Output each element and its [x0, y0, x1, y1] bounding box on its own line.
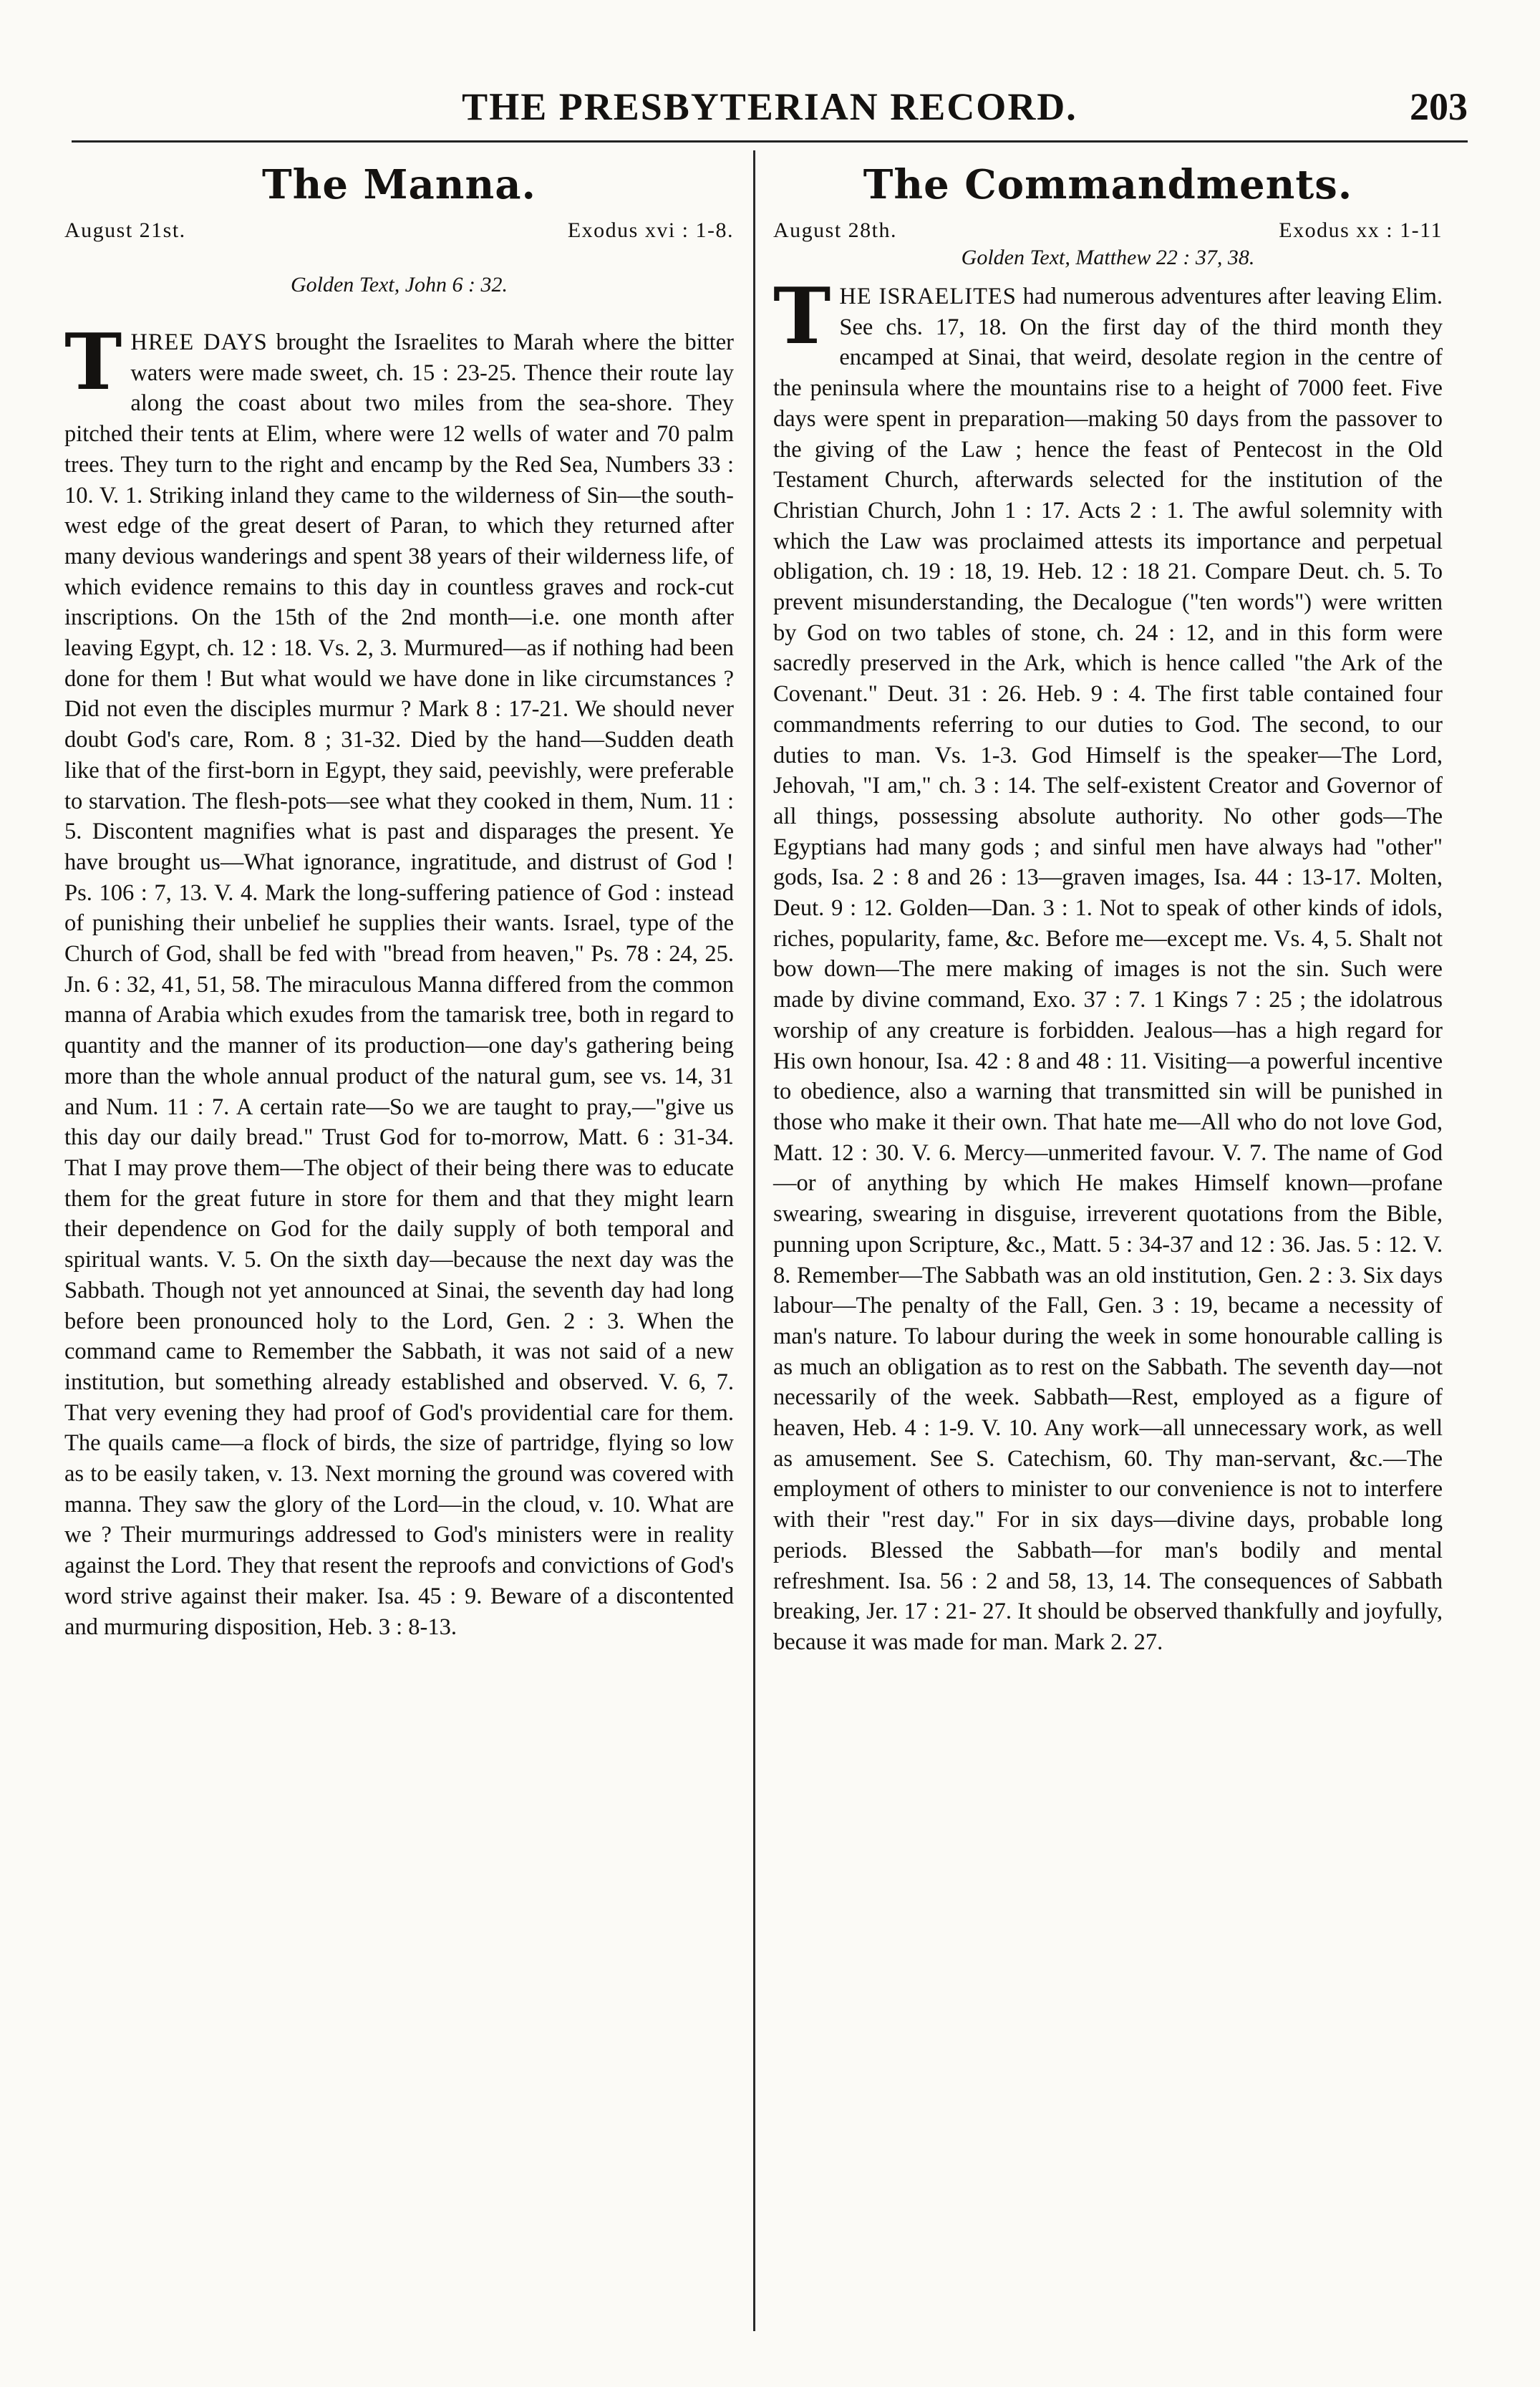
page-header — [72, 85, 1468, 142]
left-drop-cap: T — [64, 317, 122, 408]
right-drop-cap: T — [773, 271, 831, 362]
column-divider — [753, 150, 755, 2331]
right-lead-words: HE ISRAELITES — [839, 284, 1017, 309]
right-golden-text: Golden Text, Matthew 22 : 37, 38. — [961, 246, 1255, 269]
right-meta-row — [773, 217, 1443, 244]
left-scripture-reference: Exodus xvi : 1-8. — [567, 218, 734, 242]
right-lesson-date: August 28th. — [773, 218, 898, 242]
left-commentary-body: brought the Israelites to Marah where the bitter waters were made sweet, ch. 15 : 23-25. Thence their route lay along the coast about two miles from the sea-shore. They pitched their tents at Elim, where were 12 wells of water and 70 palm trees. They turn to the right and encamp by the Red Sea, Numbers 33 : 10. V. 1. Striking inland they came to the wilderness of Sin—the south-west edge of the great desert of Paran, to which they returned after many devious wanderings and spent 38 years of their wilderness life, of which evidence remains to this day in countless graves and rock-cut inscriptions. On the 15th of the 2nd month—i.e. one month after leaving Egypt, ch. 12 : 18. Vs. 2, 3. Murmured—as if nothing had been done for them ! But what would we have done in like circumstances ? Did not even the disciples murmur ? Mark 8 : 17-21. We should never doubt God's care, Rom. 8 ; 31-32. Died by the hand—Sudden death like that of the first-born in Egypt, they said, peevishly, were preferable to starvation. The flesh-pots—see what they cooked in them, Num. 11 : 5. Discontent magnifies what is past and disparages the present. Ye have brought us—What ignorance, ingratitude, and distrust of God ! Ps. 106 : 7, 13. V. 4. Mark the long-suffering patience of God : instead of punishing their unbelief he supplies their wants. Israel, type of the Church of God, shall be fed with "bread from heaven," Ps. 78 : 24, 25. Jn. 6 : 32, 41, 51, 58. The miraculous Manna differed from the common manna of Arabia which exudes from the tamarisk tree, both in regard to quantity and the manner of its production—one day's gathering being more than the whole annual product of the natural gum, see vs. 14, 31 and Num. 11 : 7. A certain rate—So we are taught to pray,—"give us this day our daily bread." Trust God for to-morrow, Matt. 6 : 31-34. That I may prove them—The object of their being there was to educate them for the great future in store for them and that they might learn their dependence on God for the daily supply of both temporal and spiritual wants. V. 5. On the sixth day—because the next day was the Sabbath. Though not yet announced at Sinai, the seventh day had long before been pronounced holy to the Lord, Gen. 2 : 3. When the command came to Remember the Sabbath, it was not said of a new institution, but something already established and observed. V. 6, 7. That very evening they had proof of God's providential care for them. The quails came—a flock of birds, the size of partridge, flying so low as to be easily taken, v. 13. Next morning the ground was covered with manna. They saw the glory of the Lord—in the cloud, v. 10. What are we ? Their murmurings addressed to God's ministers were in reality against the Lord. They that resent the reproofs and convictions of God's word strive against their maker. Isa. 45 : 9. Beware of a discontented and murmuring disposition, Heb. 3 : 8-13. — [64, 329, 735, 1640]
page-number: 203 — [1410, 85, 1468, 128]
right-column — [773, 161, 1443, 1658]
left-meta-row — [64, 217, 734, 244]
left-column — [64, 161, 734, 1642]
header-rule — [72, 140, 1468, 143]
right-commentary-body: had numerous adventures after leaving Elim. See chs. 17, 18. On the first day of the third month they encamped at Sinai, that weird, desolate region in the centre of the peninsula where the mountains rise to a height of 7000 feet. Five days were spent in preparation—making 50 days from the passover to the giving of the Law ; hence the feast of Pentecost in the Old Testament Church, afterwards selected for the institution of the Christian Church, John 1 : 17. Acts 2 : 1. The awful solemnity with which the Law was proclaimed attests its importance and perpetual obligation, ch. 19 : 18, 19. Heb. 12 : 18 21. Compare Deut. ch. 5. To prevent misunderstanding, the Decalogue ("ten words") were written by God on two tables of stone, ch. 24 : 12, and in this form were sacredly preserved in the Ark, which is hence called "the Ark of the Covenant." Deut. 31 : 26. Heb. 9 : 4. The first table contained four commandments referring to our duties to God. The second, to our duties to man. Vs. 1-3. God Himself is the speaker—The Lord, Jehovah, "I am," ch. 3 : 14. The self-existent Creator and Governor of all things, possessing absolute authority. No other gods—The Egyptians had many gods ; and sinful men have always had "other" gods, Isa. 2 : 8 and 26 : 13—graven images, Isa. 44 : 13-17. Molten, Deut. 9 : 12. Golden—Dan. 3 : 1. Not to speak of other kinds of idols, riches, popularity, fame, &c. Before me—except me. Vs. 4, 5. Shalt not bow down—The mere making of images is not the sin. Such were made by divine command, Exo. 37 : 7. 1 Kings 7 : 25 ; the idolatrous worship of any creature is forbidden. Jealous—has a high regard for His own honour, Isa. 42 : 8 and 48 : 11. Visiting—a powerful incentive to obedience, also a warning that transmitted sin will be punished in those who make it their own. That hate me—All who do not love God, Matt. 12 : 30. V. 6. Mercy—unmerited favour. V. 7. The name of God—or of anything by which He makes Himself known—profane swearing, swearing in disguise, irreverent quotations from the Bible, punning upon Scripture, &c., Matt. 5 : 34-37 and 12 : 36. Jas. 5 : 12. V. 8. Remember—The Sabbath was an old institution, Gen. 2 : 3. Six days labour—The penalty of the Fall, Gen. 3 : 19, became a necessity of man's nature. To labour during the week in some honourable calling is as much an obligation as to rest on the Sabbath. The seventh day—not necessarily of the week. Sabbath—Rest, employed as a figure of heaven, Heb. 4 : 1-9. V. 10. Any work—all unnecessary work, as well as amusement. See S. Catechism, 60. Thy man-servant, &c.—The employment of others to minister to our convenience is not to interfere with their "rest day." For in six days—divine days, probable long periods. Blessed the Sabbath—for man's bodily and mental refreshment. Isa. 56 : 2 and 58, 13, 14. The consequences of Sabbath breaking, Jer. 17 : 21- 27. It should be observed thankfully and joyfully, because it was made for man. Mark 2. 27. — [773, 284, 1443, 1655]
left-commentary — [64, 317, 735, 1642]
left-golden-text: Golden Text, John 6 : 32. — [290, 273, 508, 296]
left-lesson-date: August 21st. — [64, 218, 186, 242]
right-lesson-title: The Commandments. — [863, 161, 1353, 208]
left-lead-words: HREE DAYS — [130, 329, 268, 355]
right-commentary — [773, 271, 1443, 1658]
left-lesson-title: The Manna. — [262, 161, 536, 208]
running-title: THE PRESBYTERIAN RECORD. — [462, 85, 1077, 128]
right-scripture-reference: Exodus xx : 1-11 — [1279, 218, 1443, 242]
